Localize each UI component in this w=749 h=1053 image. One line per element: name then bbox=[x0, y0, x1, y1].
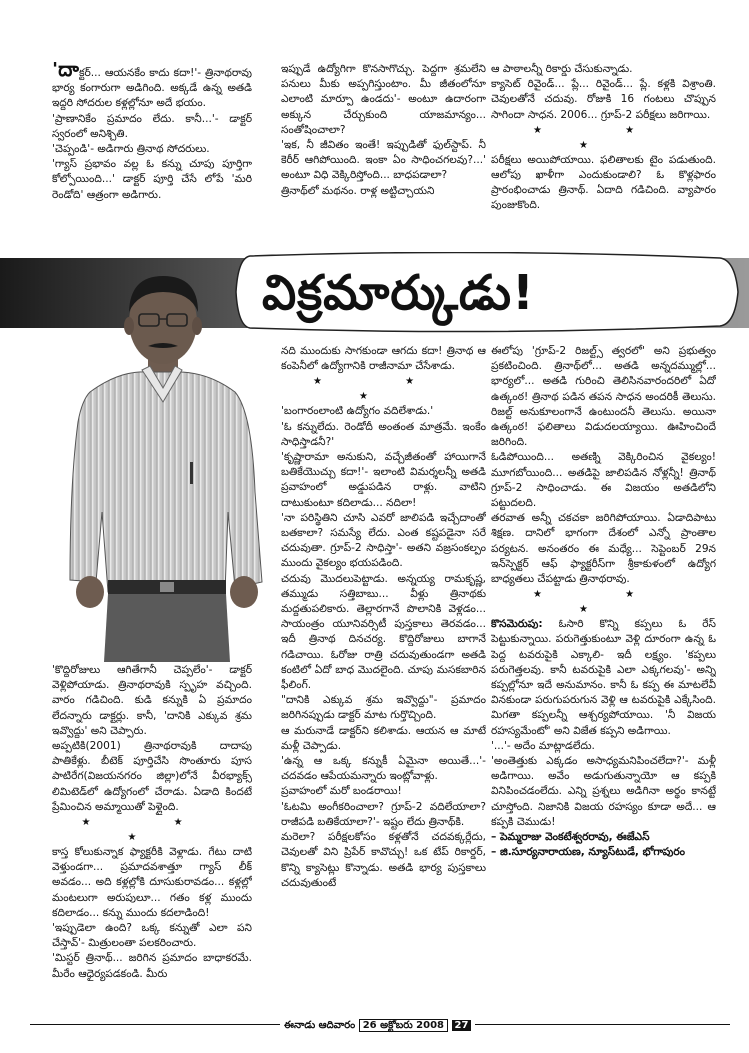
byline: – పెమ్మరాజు వెంకటేశ్వరరావు, ఈజేఎస్‌ bbox=[491, 831, 650, 844]
bottom-column-2 bbox=[281, 344, 486, 1024]
byline: – జి.సూర్యనారాయణ, న్యూస్‌టుడే, భోగాపురం bbox=[491, 846, 686, 859]
paragraph: 'చెప్పండి'- అడిగారు త్రినాథ సోదరులు. bbox=[52, 143, 210, 156]
paragraph: ఆ పాఠాలన్నీ రికార్డు చేసుకున్నాడు. bbox=[491, 63, 633, 75]
paragraph: 'కొద్దిరోజులు ఆగితేగానీ చెప్పలేం'- డాక్టర్‌ వెళ్లిపోయాడు. త్రినాథరావుకి స్పృహ వచ్చింది. వారం గడిచింది. కుడి కన్నుకి ఏ ప్రమాదం లేదన్నారు డాక్టర్లు. కానీ, 'దానికి ఎక్కువ శ్రమ ఇవ్వొద్దు' అని చెప్పారు. bbox=[52, 664, 252, 737]
paragraph: ప్రవాహంలో మరో బండరాయి! bbox=[281, 785, 402, 798]
paragraph: 'దాక్టర్‌... ఆయనకేం కాదు కదా!'- త్రినాథరావు భార్య కంగారుగా అడిగింది. అక్కడే ఉన్న అతడి ఇద్దరి సోదరుల కళ్లల్లోనూ అదే భయం. bbox=[52, 62, 252, 112]
top-column-1 bbox=[52, 62, 252, 242]
page-number: 27 bbox=[452, 1020, 472, 1031]
top-column-2 bbox=[281, 62, 486, 242]
section-divider-stars: ★ ★ ★ bbox=[532, 589, 675, 616]
paragraph: 'బంగారంలాంటి ఉద్యోగం వదిలేశాడు.' bbox=[281, 405, 434, 418]
paragraph: ఈలోపు 'గ్రూప్‌-2 రిజల్ట్స్‌ త్వరలో' అని ప్రభుత్వం ప్రకటించింది. త్రినాథ్‌లో... అతడి అన్నదమ్ముల్లో... భార్యలో... అతడి గురించి తెలిసినవారందరిలో ఏదో ఉత్కంఠ! త్రినాథ పడిన తపన సాధన అందరికీ తెలుసు. రిజల్ట్‌ అనుకూలంగానే ఉంటుందనీ తెలుసు. అయినా ఉత్కంఠ! ఫలితాలు విడుదలయ్యాయి. ఊహించిందే జరిగింది. bbox=[491, 345, 716, 449]
bottom-column-3 bbox=[491, 344, 716, 1024]
paragraph: 'కృష్ణారామా అనుకుని, వచ్చేజీతంతో హాయిగానే బతికేయొచ్చు కదా!'- ఇలాంటి విమర్శలన్నీ అతడి ప్రవాహంలో అడ్డుపడిన రాళ్లు. వాటిని దాటుకుంటూ కదిలాడు... నదిలా! bbox=[281, 451, 486, 509]
paragraph: 'ఇప్పుడెలా ఉంది? ఒక్క కన్నుతో ఎలా పని చేస్తావ్‌'- మిత్రులంతా పలకరించారు. bbox=[52, 922, 252, 950]
headline-title: విక్రమార్కుడు! bbox=[262, 265, 535, 321]
paragraph: కొసమెరుపు: ఓసారి కొన్ని కప్పలు ఓ రేస్‌ పెట్టుకున్నాయి. పరుగెత్తుకుంటూ వెళ్లి దూరంగా ఉన్న ఓ పెద్ద టవరుపైకి ఎక్కాలి- ఇదీ లక్ష్యం. 'కప్పలు పరుగెత్తలవు. కానీ టవరుపైకి ఎలా ఎక్కగలవు'- అన్ని కప్పల్లోనూ ఇదే అనుమానం. కానీ ఓ కప్ప ఈ మాటలేవీ వినకుండా పరుగుపరుగున వెళ్లి ఆ టవరుపైకి ఎక్కేసింది. మిగతా కప్పలన్నీ ఆశ్చర్యపోయాయి. 'నీ విజయ రహస్యమేంటో' అని విజేత కప్పని అడిగాయి. bbox=[491, 618, 716, 737]
section-divider-stars: ★ ★ ★ bbox=[81, 817, 223, 844]
paragraph: పరీక్షలు అయిపోయాయి. ఫలితాలకు టైం పడుతుంది. ఆలోపు ఖాళీగా ఎందుకుండాలి? ఓ కొళ్లఫారం ప్రారంభించాడు త్రినాథ్‌. ఏదాది గడిచింది. వ్యాపారం పుంజుకొంది. bbox=[491, 153, 716, 212]
paragraph: త్రినాథ్‌లో మథనం. రాళ్ల అట్టిచ్చాయని bbox=[281, 184, 435, 197]
issue-date: 26 అక్టోబరు 2008 bbox=[359, 1019, 448, 1032]
paragraph: 'ఓ కన్నులేదు. రెండోదీ అంతంత మాత్రమే. ఇంకేం సాధిస్తాడనీ?' bbox=[281, 420, 486, 448]
portrait-photo bbox=[30, 262, 280, 662]
lead-label: కొసమెరుపు: bbox=[491, 618, 543, 631]
paragraph: 'ఉన్న ఆ ఒక్క కన్నుకీ ఏమైనా అయితే...'- చదవడం ఆపేయమన్నారు ఇంట్లోవాళ్లు. bbox=[281, 755, 486, 783]
paragraph: చదువు మొదలుపెట్టాడు. అన్నయ్య రామకృష్ణ, తమ్ముడు సత్తిబాబు... వీళ్లు త్రినాథకు మద్దతుపలికారు. తెల్లారగానే పొలానికి వెళ్లడం... సాయంత్రం యూనివర్సిటీ పుస్తకాలు తెరవడం... ఇదీ త్రినాథ దినచర్య. కొద్దిరోజులు బాగానే గడిచాయి. ఓరోజు రాత్రి చదువుతుండగా అతడి కంటిలో ఏదో బాధ మొదలైంది. చూపు మసకబారిన ఫీలింగ్‌. bbox=[281, 572, 486, 692]
drop-cap: 'దా bbox=[52, 62, 79, 81]
paragraph: నది ముందుకు సాగకుండా ఆగదు కదా! త్రినాథ ఆ కంపెనీలో ఉద్యోగానికి రాజీనామా చేసేశాడు. bbox=[281, 345, 486, 373]
paragraph: 'మిస్టర్‌ త్రినాథ్‌... జరిగిన ప్రమాదం బాధాకరమే. మీరేం ఆధైర్యపడకండి. మీరు bbox=[52, 952, 252, 980]
paragraph: తరవాత అన్నీ చకచకా జరిగిపోయాయి. ఏడాదిపాటు శిక్షణ. దానిలో భాగంగా దేశంలో ఎన్నో ప్రాంతాల పర్యటన. అనంతరం ఈ మధ్యే... సెప్టెంబర్‌ 29న ఇన్‌స్పెక్టర్‌ ఆఫ్‌ ఫ్యాక్టరీస్‌గా శ్రీకాకుళంలో ఉద్యోగ బాధ్యతలు చేపట్టాడు త్రినాథరావు. bbox=[491, 512, 716, 586]
paragraph: 'ఇక, నీ జీవితం ఇంతే! ఇప్పుడితో ఫుల్‌స్టాప్‌. నీ కెరీర్‌ ఆగిపోయింది. ఇంకా ఏం సాధించగలవు?...' అంటూ విధి వెక్కిరిస్తోంది... బాధపడాలా? bbox=[281, 139, 486, 182]
paragraph: 'గ్యాస్‌ ప్రభావం వల్ల ఓ కన్ను చూపు పూర్తిగా కోల్పోయింది...' డాక్టర్‌ పూర్తి చేసే లోపే 'మరి రెండోది' ఆత్రంగా అడిగారు. bbox=[52, 158, 252, 201]
paragraph: ఆ మరునాడే డాక్టర్‌ని కలిశాడు. ఆయన ఆ మాటే మళ్లీ చెప్పాడు. bbox=[281, 724, 486, 752]
bottom-column-1 bbox=[52, 663, 252, 1023]
paragraph: 'అంతెత్తుకు ఎక్కడం అసాధ్యమనిపించలేదా?'- మళ్లీ అడిగాయి. అవేం అడుగుతున్నాయో ఆ కప్పకి వినిపించడంలేదు. ఎన్ని ప్రశ్నలు అడిగినా అర్థం కానట్టే చూస్తోంది. నిజానికి విజయ రహస్యం కూడా అదే... ఆ కప్పకి చెముడు! bbox=[491, 755, 716, 828]
paragraph: క్యాసెట్‌ రివైండ్‌... ప్లే... రివైండ్‌... ప్లే. కళ్లకి విశ్రాంతి. చెవులతోనే చదువు. రోజుకి 16 గంటలు చొప్పున సాగిందా సాధన. 2006... గ్రూప్‌-2 పరీక్షలు జరిగాయి. bbox=[491, 78, 716, 121]
publication-name: ఈనాడు ఆదివారం bbox=[284, 1020, 356, 1031]
section-divider-stars: ★ ★ ★ bbox=[532, 124, 675, 151]
top-column-3 bbox=[491, 62, 716, 242]
paragraph: 'ఓటమి అంగీకరించాలా? గ్రూప్‌-2 వదిలేయాలా? రాజీపడి బతికేయాలా?'- ఇష్టం లేదు త్రినాథ్‌కి. bbox=[281, 800, 486, 828]
section-divider-stars: ★ ★ ★ bbox=[312, 376, 455, 403]
page-footer bbox=[280, 1018, 475, 1034]
paragraph: మరెలా? పరీక్షలకోసం కళ్లతోనే చదవక్కర్లేదు, చెవులతో విని ప్రిపేర్‌ కావొచ్చు! ఒక టేప్‌ రికార్డర్‌, కొన్ని క్యాసెట్లు కొన్నాడు. అతడి భార్య పుస్తకాలు చదువుతుంటే bbox=[281, 831, 486, 889]
paragraph: కాస్త కోలుకున్నాక ఫ్యాక్టరీకి వెళ్లాడు. గేటు దాటి వెళ్తుండగా... ప్రమాదవశాత్తూ గ్యాస్‌ లీక్‌ అవడం... అది కళ్లల్లోకి దూసుకురావడం... కళ్లల్లో మంటలుగా అరుపులూ... గతం కళ్ల ముందు కదిలాడం... కన్ను ముందు కదలాడింది! bbox=[52, 846, 252, 919]
paragraph: ఇప్పుడే ఉద్యోగిగా కొనసాగొచ్చు. పెద్దగా శ్రమలేని పనులు మీకు అప్పగిస్తుంటాం. మీ జీతంలోనూ ఎలాంటి మార్పూ ఉండదు'- అంటూ ఉదారంగా అక్కున చేర్చుకుంది యాజమాన్యం... సంతోషించాలా? bbox=[281, 63, 486, 136]
paragraph: 'నా పరిస్థితిని చూసి ఎవరో జాలిపడి ఇచ్చేదాంతో బతకాలా? సమస్యే లేదు. ఎంత కష్టపడైనా సరే చదువుతా. గ్రూప్‌-2 సాధిస్తా'- అతని వజ్రసంకల్పం ముందు వైకల్యం భయపడింది. bbox=[281, 511, 486, 570]
person-photo-icon bbox=[30, 262, 280, 662]
paragraph: అప్పటికి(2001) త్రినాథరావుకి దాదాపు పాతికేళ్లు. బీటెక్‌ పూర్తిచేసి సొంతూరు పూస పాటిరేగ(విజయనగరం జిల్లా)లోనే వీరభ్యాక్స్‌ లిమిటెడ్‌లో ఉద్యోగంలో చేరాడు. ఏడాది కిందటే ప్రేమించిన అమ్మాయితో పెళ్లైంది. bbox=[52, 740, 252, 813]
paragraph: ఓడిపోయింది... అతణ్ని వెక్కిరించిన వైకల్యం! మూగబోయింది... అతడిపై జాలిపడిన నోళ్లన్నీ! త్రినాథ్‌ గ్రూప్‌-2 సాధించాడు. ఈ విజయం అతడిలోని పట్టుదలది. bbox=[491, 451, 716, 510]
paragraph: '...'- అదేం మాట్లాడలేదు. bbox=[491, 739, 595, 752]
paragraph: 'ప్రాణానికేం ప్రమాదం లేదు. కానీ...'- డాక్టర్‌ స్వరంలో అనిశ్చితి. bbox=[52, 112, 252, 140]
paragraph: "దానికి ఎక్కువ శ్రమ ఇవ్వొద్దు"- ప్రమాదం జరిగినప్పుడు డాక్టర్‌ మాట గుర్తొచ్చింది. bbox=[281, 694, 486, 722]
